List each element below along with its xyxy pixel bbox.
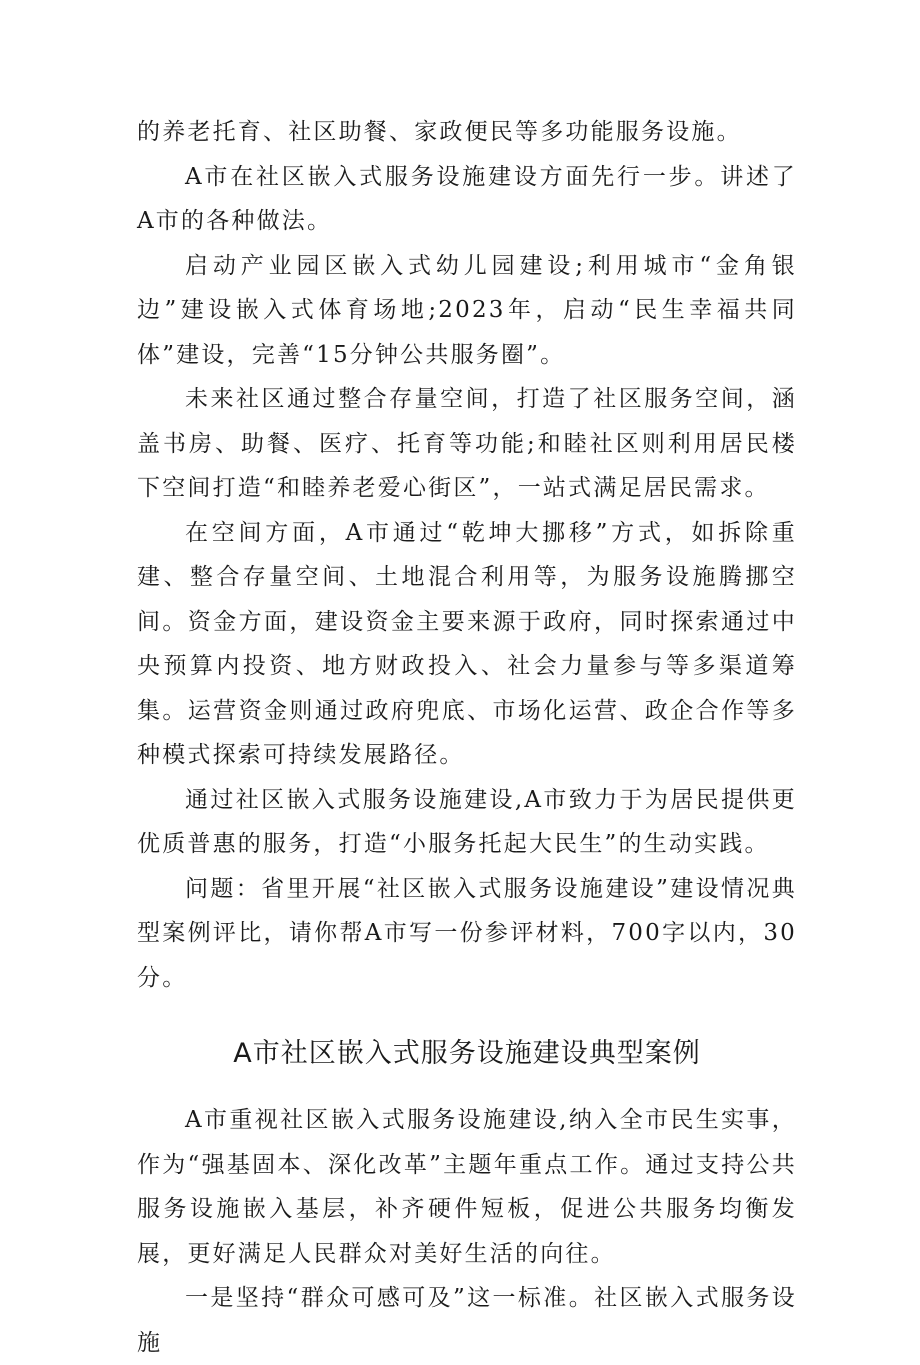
document-page <box>137 110 797 1365</box>
intro-paragraph-initiatives: 启动产业园区嵌入式幼儿园建设;利用城市“金角银边”建设嵌入式体育场地;2023年，启动“民生幸福共同体”建设，完善“15分钟公共服务圈”。 <box>137 252 797 368</box>
section-title: A市社区嵌入式服务设施建设典型案例 <box>233 1038 701 1069</box>
intro-paragraph-outcome: 通过社区嵌入式服务设施建设,A市致力于为居民提供更优质普惠的服务，打造“小服务托起大民生”的生动实践。 <box>137 786 797 857</box>
intro-paragraph-space-funding: 在空间方面，A市通过“乾坤大挪移”方式，如拆除重建、整合存量空间、土地混合利用等，为服务设施腾挪空间。资金方面，建设资金主要来源于政府，同时探索通过中央预算内投资、地方财政投入、社会力量参与等多渠道筹集。运营资金则通过政府兜底、市场化运营、政企合作等多种模式探索可持续发展路径。 <box>137 519 797 768</box>
body-paragraph-point-one: 一是坚持“群众可感可及”这一标准。社区嵌入式服务设施 <box>137 1285 797 1356</box>
body-paragraph-overview: A市重视社区嵌入式服务设施建设,纳入全市民生实事，作为“强基固本、深化改革”主题年重点工作。通过支持公共服务设施嵌入基层，补齐硬件短板，促进公共服务均衡发展，更好满足人民群众对美好生活的向往。 <box>137 1107 797 1267</box>
intro-paragraph-summary: A市在社区嵌入式服务设施建设方面先行一步。讲述了A市的各种做法。 <box>137 163 797 234</box>
intro-paragraph-community-spaces: 未来社区通过整合存量空间，打造了社区服务空间，涵盖书房、助餐、医疗、托育等功能;和睦社区则利用居民楼下空间打造“和睦养老爱心街区”，一站式满足居民需求。 <box>137 386 797 501</box>
intro-paragraph-continuation: 的养老托育、社区助餐、家政便民等多功能服务设施。 <box>137 119 742 145</box>
question-paragraph: 问题：省里开展“社区嵌入式服务设施建设”建设情况典型案例评比，请你帮A市写一份参评材料，700字以内，30分。 <box>137 875 797 991</box>
